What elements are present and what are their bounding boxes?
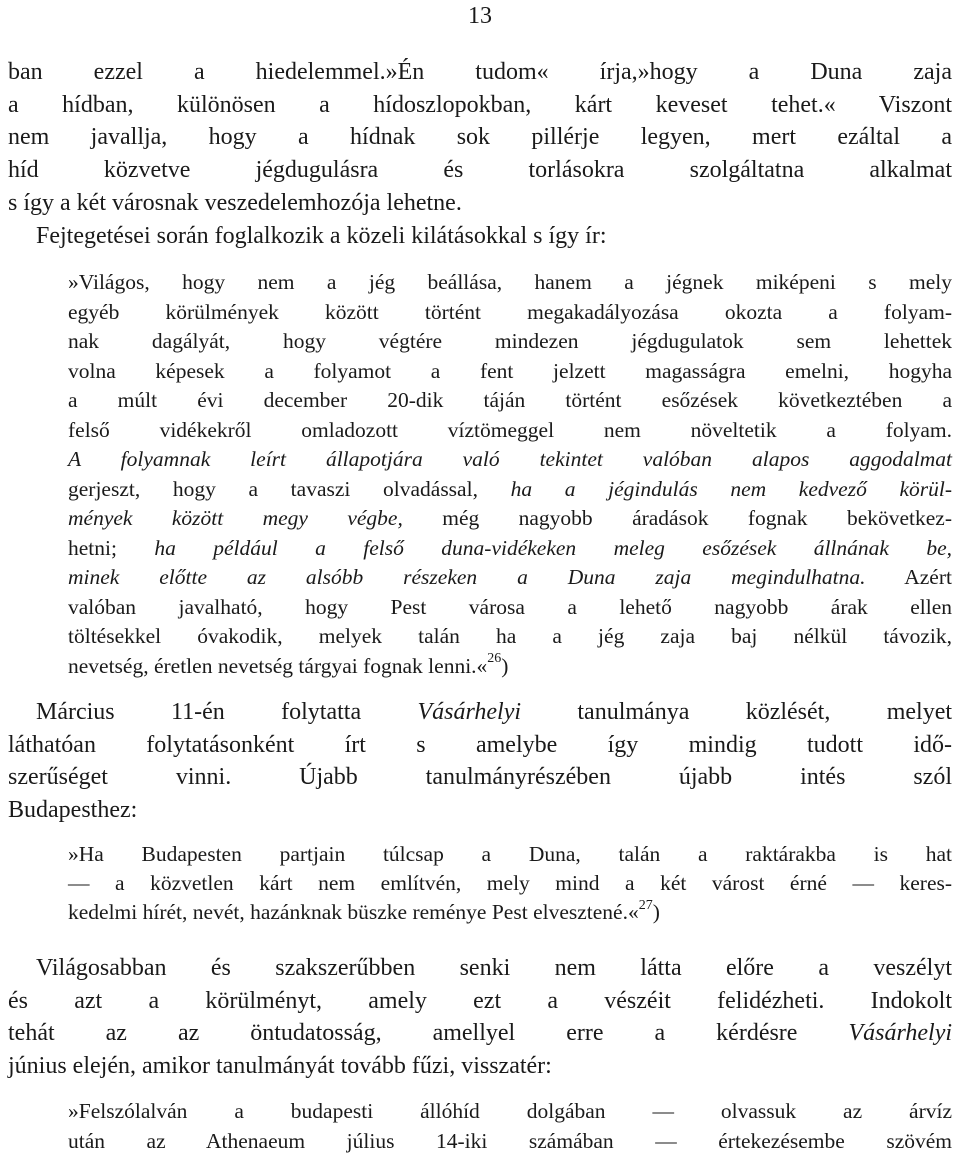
plain-text: hetni; [68, 535, 117, 560]
paragraph-2 [8, 696, 952, 826]
plain-text: olvassuk az árvíz [720, 1099, 953, 1123]
quote-line [68, 475, 952, 505]
italic-text: ha például a felső duna-vidékeken meleg esőzések állnának be, [154, 535, 953, 560]
text-line: Világosabban és szakszerűbben senki nem látta előre a veszélyt [36, 955, 952, 981]
text-line: szerűséget vinni. Újabb tanulmányrészében újabb intés szól [8, 764, 952, 790]
em-dash: — [652, 1099, 674, 1123]
quote-line: »Világos, hogy nem a jég beállása, hanem a jégnek miképeni s mely [68, 270, 952, 294]
quote-line [68, 898, 952, 927]
text-line: és azt a körülményt, amely ezt a vészéit felidézheti. Indokolt [8, 987, 952, 1014]
quote-line: nak dagályát, hogy végtére mindezen jégdugulatok sem lehettek [68, 329, 952, 353]
quote-line: egyéb körülmények között történt megakadályozása okozta a folyam- [68, 299, 952, 324]
text-line: június elején, amikor tanulmányát tovább fűzi, visszatér: [8, 1053, 552, 1080]
quote-line [68, 1127, 952, 1157]
plain-text: még nagyobb áradások fognak bekövetkez- [442, 506, 953, 530]
plain-text: után az [68, 1128, 166, 1153]
footnote-marker: 26 [487, 651, 502, 667]
italic-text: ha a jégindulás nem kedvező körül- [510, 476, 953, 501]
quote-line: a múlt évi december 20-dik táján történt esőzések következtében a [68, 388, 952, 412]
quote-line: töltésekkel óvakodik, melyek talán ha a jég zaja baj nélkül távozik, [68, 624, 952, 648]
text-line: láthatóan folytatásonként írt s amelybe így mindig tudott idő- [8, 731, 952, 758]
paragraph-1 [8, 56, 952, 252]
plain-text: Azért [904, 565, 952, 589]
plain-text: a közvetlen kárt nem említvén, mely mind a két várost érné [115, 871, 827, 895]
quote-line: volna képesek a folyamot a fent jelzett magasságra emelni, hogyha [68, 358, 952, 383]
plain-text: július 14-iki számában [346, 1128, 614, 1153]
plain-text: nevetség, éretlen nevetség tárgyai fognak lenni.« [68, 653, 488, 678]
italic-name: Vásárhelyi [417, 699, 522, 725]
quote-line [68, 504, 952, 534]
block-quote-2 [68, 840, 952, 927]
block-quote-1 [68, 268, 952, 681]
block-quote-3 [68, 1097, 952, 1156]
quote-line [68, 534, 952, 564]
quote-line [68, 652, 952, 682]
quote-line: felső vidékekről omladozott víztömeggel nem növeltetik a folyam. [68, 417, 952, 442]
plain-text: értekezésembe szövém [718, 1128, 953, 1153]
plain-text: ) [652, 900, 660, 924]
footnote-marker: 27 [638, 897, 653, 913]
text-line: híd közvetve jégdugulásra és torlásokra szolgáltatna alkalmat [8, 157, 952, 184]
text-line: nem javallja, hogy a hídnak sok pillérje legyen, mert ezáltal a [8, 124, 952, 151]
quote-line: »Ha Budapesten partjain túlcsap a Duna, talán a raktárakba is hat [68, 842, 952, 866]
text-line [8, 1017, 952, 1050]
text-line: ban ezzel a hiedelemmel.»Én tudom« írja,»hogy a Duna zaja [8, 59, 952, 85]
italic-text: minek előtte az alsóbb részeken a Duna zaja megindulhatna. [68, 565, 866, 589]
plain-text: kedelmi hírét, nevét, hazánknak büszke reménye Pest elvesztené.« [68, 900, 639, 924]
quote-line [68, 869, 952, 898]
plain-text: tehát az az öntudatosság, amellyel erre a kérdésre [8, 1020, 798, 1047]
quote-line [68, 563, 952, 593]
italic-text: A folyamnak leírt állapotjára való tekintet valóban alapos aggodalmat [68, 447, 952, 471]
text-line: a hídban, különösen a hídoszlopokban, kárt keveset tehet.« Viszont [8, 91, 952, 118]
quote-line: valóban javalható, hogy Pest városa a lehető nagyobb árak ellen [68, 594, 952, 619]
italic-text: mények között megy végbe, [68, 506, 403, 530]
text-line [8, 696, 952, 729]
plain-text: Március 11-én folytatta [36, 699, 362, 725]
plain-text: keres- [899, 871, 953, 895]
em-dash: — [852, 871, 874, 895]
quote-line [68, 445, 952, 475]
text-line: Fejtegetései során foglalkozik a közeli kilátásokkal s így ír: [36, 222, 607, 249]
paragraph-3 [8, 952, 952, 1083]
em-dash: — [68, 871, 90, 895]
quote-line [68, 1097, 952, 1127]
plain-text: tanulmánya közlését, melyet [577, 699, 953, 725]
plain-text: ) [501, 653, 509, 678]
em-dash: — [655, 1128, 677, 1153]
text-line: s így a két városnak veszedelemhozója lehetne. [8, 189, 462, 216]
plain-text: gerjeszt, hogy a tavaszi olvadással, [68, 476, 478, 501]
page-number: 13 [468, 3, 492, 29]
plain-text: »Felszólalván a budapesti állóhíd dolgában [68, 1099, 606, 1123]
journal-name: Athenaeum [206, 1128, 306, 1153]
italic-name: Vásárhelyi [848, 1020, 953, 1047]
text-line: Budapesthez: [8, 796, 138, 823]
